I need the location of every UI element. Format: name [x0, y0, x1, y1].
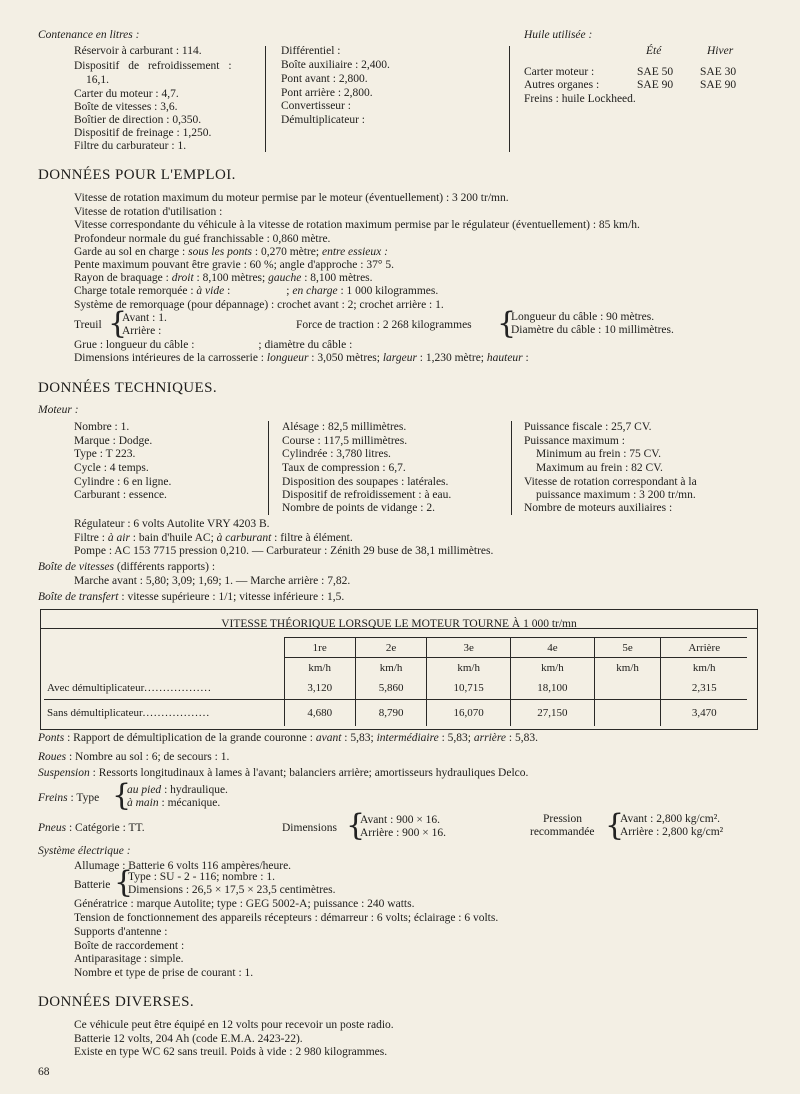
moteur-line: Dispositif de refroidissement : à eau. [282, 489, 452, 501]
emploi-grue: Grue : longueur du câble : ; diamètre du câble : [74, 339, 353, 351]
table-cell: 4,680 [284, 700, 355, 726]
section-heading-techniques: DONNÉES TECHNIQUES. [38, 380, 217, 396]
table-divider [40, 628, 758, 629]
table-cell: 8,790 [355, 700, 426, 726]
contenance-line: Convertisseur : [281, 100, 351, 112]
brace-icon: { [112, 778, 132, 813]
treuil-label: Treuil [74, 319, 102, 331]
column-divider [509, 46, 510, 152]
emploi-charge: Charge totale remorquée : à vide : ; en charge : 1 000 kilogrammes. [74, 285, 439, 297]
diverses-line: Existe en type WC 62 sans treuil. Poids à vide : 2 980 kilogrammes. [74, 1046, 388, 1058]
moteur-line: Alésage : 82,5 millimètres. [282, 421, 407, 433]
batterie-type: Type : SU - 2 - 116; nombre : 1. [128, 871, 275, 883]
table-cell: 10,715 [427, 678, 511, 700]
table-cell: 3,470 [661, 700, 747, 726]
table-header: 2e [355, 638, 426, 658]
pneus-pression-arriere: Arrière : 2,800 kg/cm² [620, 826, 724, 838]
treuil-diametre: Diamètre du câble : 10 millimètres. [511, 324, 674, 336]
freins-pied: au pied : hydraulique. [127, 784, 228, 796]
huile-title: Huile utilisée : [524, 29, 593, 41]
treuil-force: Force de traction : 2 268 kilogrammes [296, 319, 472, 331]
moteur-line: Cylindre : 6 en ligne. [74, 476, 172, 488]
huile-hiver-header: Hiver [707, 45, 734, 57]
vitesse-table-title: VITESSE THÉORIQUE LORSQUE LE MOTEUR TOURNE À 1 000 tr/mn [221, 618, 577, 630]
table-unit: km/h [594, 658, 661, 678]
moteur-line: Cylindrée : 3,780 litres. [282, 448, 391, 460]
brace-icon: { [346, 808, 366, 843]
emploi-garde: Garde au sol en charge : sous les ponts : 0,270 mètre; entre essieux : [74, 246, 388, 258]
table-corner [44, 638, 284, 658]
diverses-line: Batterie 12 volts, 204 Ah (code E.M.A. 2423-22). [74, 1033, 303, 1045]
table-cell: 16,070 [427, 700, 511, 726]
emploi-line: Vitesse de rotation d'utilisation : [74, 206, 223, 218]
emploi-line: Vitesse correspondante du véhicule à la vitesse de rotation maximum permise par le régulateur (éventuellement) : 85 km/h. [74, 219, 640, 231]
table-cell: 3,120 [284, 678, 355, 700]
moteur-line: Maximum au frein : 82 CV. [536, 462, 663, 474]
huile-row-label: Carter moteur : [524, 66, 595, 78]
table-cell: 18,100 [511, 678, 595, 700]
moteur-line: Carburant : essence. [74, 489, 167, 501]
contenance-line: Démultiplicateur : [281, 114, 365, 126]
moteur-line: Puissance fiscale : 25,7 CV. [524, 421, 652, 433]
table-cell: 2,315 [661, 678, 747, 700]
moteur-line: Nombre de moteurs auxiliaires : [524, 502, 673, 514]
brace-icon: { [114, 865, 134, 900]
pneus-pression-avant: Avant : 2,800 kg/cm². [620, 813, 721, 825]
contenance-line: Boîtier de direction : 0,350. [74, 114, 202, 126]
contenance-line: Carter du moteur : 4,7. [74, 88, 179, 100]
electrique-line: Boîte de raccordement : [74, 940, 185, 952]
electrique-batterie: Batterie [74, 879, 111, 891]
treuil-avant: Avant : 1. [122, 312, 167, 324]
contenance-line: Réservoir à carburant : 114. [74, 45, 202, 57]
brace-icon: { [605, 808, 625, 843]
moteur-line: Puissance maximum : [524, 435, 625, 447]
table-unit: km/h [427, 658, 511, 678]
pneus-dimensions-label: Dimensions [282, 822, 337, 834]
table-unit: km/h [511, 658, 595, 678]
moteur-line: Vitesse de rotation correspondant à la [524, 476, 697, 488]
moteur-regulateur: Régulateur : 6 volts Autolite VRY 4203 B. [74, 518, 270, 530]
contenance-line: Boîte auxiliaire : 2,400. [281, 59, 390, 71]
table-unit: km/h [284, 658, 355, 678]
huile-row-hiver: SAE 30 [700, 66, 737, 78]
batterie-dimensions: Dimensions : 26,5 × 17,5 × 23,5 centimètres. [128, 884, 336, 896]
contenance-line: Dispositif de refroidissement : [74, 60, 232, 72]
treuil-arriere: Arrière : [122, 325, 162, 337]
table-header: 4e [511, 638, 595, 658]
boite-vitesses: Boîte de vitesses (différents rapports) : [38, 561, 216, 573]
huile-freins: Freins : huile Lockheed. [524, 93, 636, 105]
table-row-label: Sans démultiplicateur.................. [44, 700, 284, 726]
table-header: 5e [594, 638, 661, 658]
pneus-arriere: Arrière : 900 × 16. [360, 827, 447, 839]
moteur-title: Moteur : [38, 404, 79, 416]
moteur-line: Taux de compression : 6,7. [282, 462, 406, 474]
freins: Freins : Type [38, 792, 100, 804]
marche: Marche avant : 5,80; 3,09; 1,69; 1. — Marche arrière : 7,82. [74, 575, 351, 587]
contenance-line: Pont avant : 2,800. [281, 73, 368, 85]
roues: Roues : Nombre au sol : 6; de secours : 1. [38, 751, 230, 763]
vitesse-table [44, 637, 747, 726]
huile-ete-header: Été [646, 45, 662, 57]
section-heading-emploi: DONNÉES POUR L'EMPLOI. [38, 167, 236, 183]
moteur-line: puissance maximum : 3 200 tr/mn. [536, 489, 696, 501]
contenance-line: Différentiel : [281, 45, 341, 57]
emploi-dimensions: Dimensions intérieures de la carrosserie : longueur : 3,050 mètres; largeur : 1,230 mètre; hauteur : [74, 352, 529, 364]
electrique-line: Antiparasitage : simple. [74, 953, 184, 965]
contenance-line: 16,1. [86, 74, 109, 86]
contenance-line: Boîte de vitesses : 3,6. [74, 101, 178, 113]
page-number: 68 [38, 1066, 50, 1078]
table-unit: km/h [661, 658, 747, 678]
huile-row-ete: SAE 90 [637, 79, 674, 91]
moteur-line: Nombre de points de vidange : 2. [282, 502, 435, 514]
table-row-label: Avec démultiplicateur.................. [44, 678, 284, 700]
moteur-filtre: Filtre : à air : bain d'huile AC; à carburant : filtre à élément. [74, 532, 353, 544]
huile-row-hiver: SAE 90 [700, 79, 737, 91]
moteur-pompe: Pompe : AC 153 7715 pression 0,210. — Carburateur : Zénith 29 buse de 38,1 millimètres. [74, 545, 494, 557]
diverses-line: Ce véhicule peut être équipé en 12 volts pour recevoir un poste radio. [74, 1019, 394, 1031]
pneus-pression: recommandée [530, 826, 595, 838]
contenance-title: Contenance en litres : [38, 29, 140, 41]
electrique-allumage: Allumage : Batterie 6 volts 116 ampères/heure. [74, 860, 292, 872]
pneus: Pneus : Catégorie : TT. [38, 822, 145, 834]
freins-main: à main : mécanique. [127, 797, 221, 809]
moteur-line: Type : T 223. [74, 448, 136, 460]
contenance-line: Pont arrière : 2,800. [281, 87, 373, 99]
section-heading-diverses: DONNÉES DIVERSES. [38, 994, 194, 1010]
electrique-line: Nombre et type de prise de courant : 1. [74, 967, 254, 979]
table-header: Arrière [661, 638, 747, 658]
boite-transfert: Boîte de transfert : vitesse supérieure : 1/1; vitesse inférieure : 1,5. [38, 591, 345, 603]
moteur-line: Nombre : 1. [74, 421, 130, 433]
emploi-remorquage: Système de remorquage (pour dépannage) : crochet avant : 2; crochet arrière : 1. [74, 299, 444, 311]
column-divider [265, 46, 266, 152]
electrique-title: Système électrique : [38, 845, 131, 857]
moteur-line: Minimum au frein : 75 CV. [536, 448, 662, 460]
pneus-pression: Pression [543, 813, 582, 825]
moteur-line: Course : 117,5 millimètres. [282, 435, 408, 447]
table-header: 1re [284, 638, 355, 658]
pneus-avant: Avant : 900 × 16. [360, 814, 441, 826]
moteur-line: Disposition des soupapes : latérales. [282, 476, 449, 488]
table-cell [594, 700, 661, 726]
huile-row-label: Autres organes : [524, 79, 600, 91]
emploi-line: Vitesse de rotation maximum du moteur permise par le moteur (éventuellement) : 3 200 tr/mn. [74, 192, 509, 204]
emploi-line: Profondeur normale du gué franchissable : 0,860 mètre. [74, 233, 331, 245]
electrique-line: Supports d'antenne : [74, 926, 168, 938]
table-cell: 5,860 [355, 678, 426, 700]
electrique-line: Génératrice : marque Autolite; type : GEG 5002-A; puissance : 240 watts. [74, 898, 415, 910]
suspension: Suspension : Ressorts longitudinaux à lames à l'avant; balanciers arrière; amortisseurs hydrauliques Delco. [38, 767, 529, 779]
moteur-line: Marque : Dodge. [74, 435, 153, 447]
huile-row-ete: SAE 50 [637, 66, 674, 78]
contenance-line: Filtre du carburateur : 1. [74, 140, 187, 152]
brace-icon: { [497, 306, 517, 341]
brace-icon: { [108, 306, 128, 341]
moteur-line: Cycle : 4 temps. [74, 462, 149, 474]
emploi-rayon: Rayon de braquage : droit : 8,100 mètres; gauche : 8,100 mètres. [74, 272, 373, 284]
table-unit: km/h [355, 658, 426, 678]
column-divider [268, 421, 269, 515]
contenance-line: Dispositif de freinage : 1,250. [74, 127, 212, 139]
table-cell [594, 678, 661, 700]
treuil-longueur: Longueur du câble : 90 mètres. [511, 311, 655, 323]
emploi-pente: Pente maximum pouvant être gravie : 60 %; angle d'approche : 37° 5. [74, 259, 394, 271]
table-cell: 27,150 [511, 700, 595, 726]
column-divider [511, 421, 512, 515]
table-header: 3e [427, 638, 511, 658]
electrique-line: Tension de fonctionnement des appareils récepteurs : démarreur : 6 volts; éclairage : 6 volts. [74, 912, 499, 924]
ponts: Ponts : Rapport de démultiplication de la grande couronne : avant : 5,83; intermédiaire : 5,83; arrière : 5,83. [38, 732, 538, 744]
